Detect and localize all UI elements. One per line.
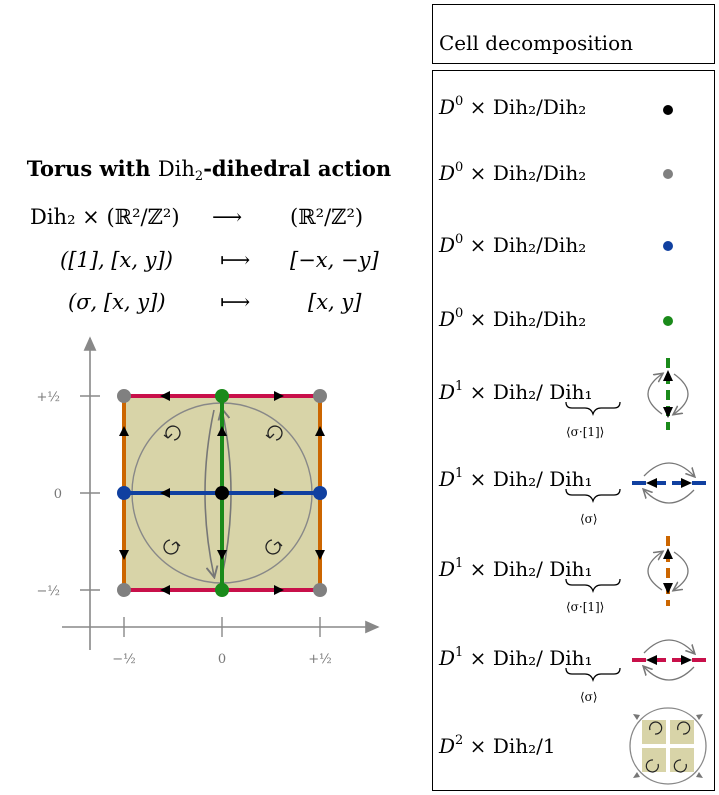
x-tick-zero: 0 xyxy=(217,652,227,667)
vertex-black-center xyxy=(215,486,229,500)
marker-gray-point xyxy=(663,169,673,179)
marker-four-squares xyxy=(630,708,706,784)
x-tick-right: +½ xyxy=(308,652,332,667)
page-title xyxy=(0,156,418,184)
action-line2-right: [−x, −y] xyxy=(290,248,379,272)
action-line1-left: Dih₂ × (ℝ²/ℤ²) xyxy=(30,205,180,229)
underbraces xyxy=(566,402,620,680)
action-line3-left: (σ, [x, y]) xyxy=(68,290,166,314)
y-tick-zero: 0 xyxy=(53,487,62,502)
x-tick-left: −½ xyxy=(112,652,136,667)
action-line1-right: (ℝ²/ℤ²) xyxy=(290,205,364,229)
title-suffix: -dihedral action xyxy=(203,156,392,181)
vertex-gray-bottom-right xyxy=(313,583,327,597)
title-prefix: Torus with xyxy=(26,156,158,181)
cell-row-2: $D^0 \times Dih_2/Dih_2$ xyxy=(439,160,587,185)
marker-black-point xyxy=(663,105,673,115)
action-line2-arrow: ⟼ xyxy=(220,248,251,272)
marker-green-vertical-edge xyxy=(648,358,688,430)
vertex-green-top xyxy=(215,389,229,403)
cell-row-3: $D^0 \times Dih_2/Dih_2$ xyxy=(439,232,587,257)
cell-decomposition-header xyxy=(432,4,715,64)
under-label-row-8: ⟨σ⟩ xyxy=(580,690,598,704)
action-line1-arrow: ⟶ xyxy=(212,205,243,229)
cell-row-7: $D^1 \times Dih_2/$ Dih₁ xyxy=(439,556,593,581)
vertex-gray-top-right xyxy=(313,389,327,403)
under-label-row-7: ⟨σ·[1]⟩ xyxy=(566,600,605,614)
vertex-gray-top-left xyxy=(117,389,131,403)
cell-decomposition-title: Cell decomposition xyxy=(439,31,633,55)
vertex-green-bottom xyxy=(215,583,229,597)
action-line3-right: [x, y] xyxy=(308,290,362,314)
y-tick-bottom: −½ xyxy=(36,584,60,599)
action-line2-left: ([1], [x, y]) xyxy=(60,248,173,272)
marker-green-point xyxy=(663,316,673,326)
marker-orange-vertical-edge xyxy=(648,536,688,606)
title-group: Dih xyxy=(157,157,195,181)
cell-row-8: $D^1 \times Dih_2/$ Dih₁ xyxy=(439,645,593,670)
cell-row-9: $D^2 \times Dih_2/1$ xyxy=(439,733,556,758)
cell-row-1: $D^0 \times Dih_2/Dih_2$ xyxy=(439,94,587,119)
vertex-blue-left xyxy=(117,486,131,500)
torus-diagram xyxy=(0,330,420,675)
vertex-gray-bottom-left xyxy=(117,583,131,597)
marker-crimson-horizontal-edge xyxy=(632,640,706,680)
under-label-row-6: ⟨σ⟩ xyxy=(580,512,598,526)
title-group-sub: 2 xyxy=(194,169,204,184)
cell-row-4: $D^0 \times Dih_2/Dih_2$ xyxy=(439,306,587,331)
cell-markers xyxy=(432,70,715,791)
action-line3-arrow: ⟼ xyxy=(220,290,251,314)
y-tick-top: +½ xyxy=(36,390,60,405)
cell-row-5: $D^1 \times Dih_2/$ Dih₁ xyxy=(439,379,593,404)
cell-row-6: $D^1 \times Dih_2/$ Dih₁ xyxy=(439,466,593,491)
vertex-blue-right xyxy=(313,486,327,500)
marker-blue-point xyxy=(663,241,673,251)
marker-blue-horizontal-edge xyxy=(632,463,706,503)
under-label-row-5: ⟨σ·[1]⟩ xyxy=(566,425,605,439)
